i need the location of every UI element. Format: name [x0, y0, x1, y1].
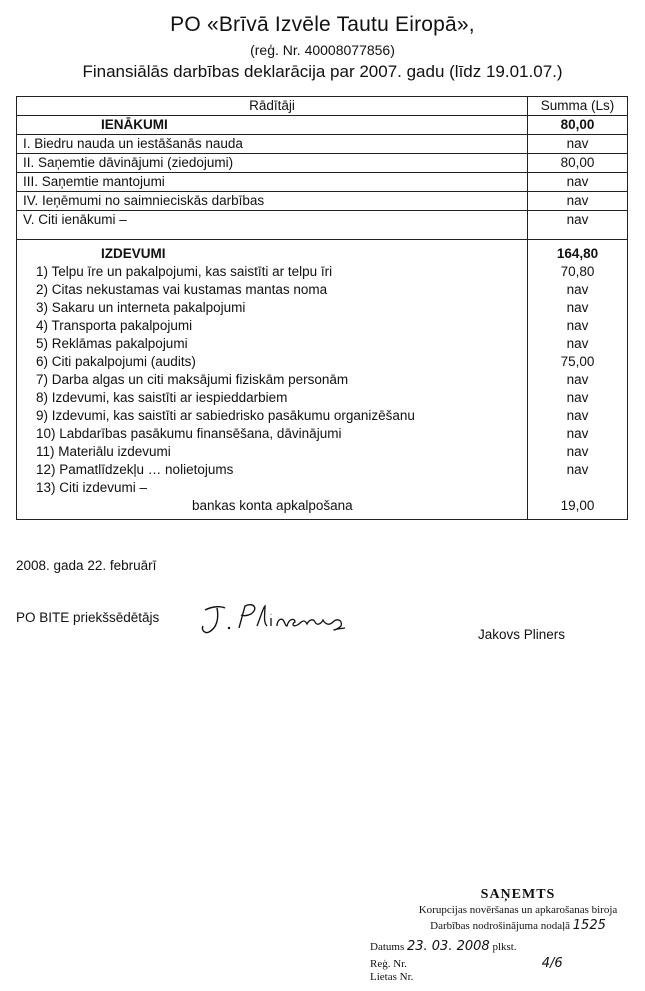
table-row [17, 281, 627, 299]
row-value: 70,80 [560, 264, 595, 279]
row-label: 10) Labdarības pasākumu finansēšana, dāvinājumi [36, 426, 342, 441]
other-expenses-sub-value: 19,00 [560, 498, 595, 513]
table-row [17, 425, 627, 443]
row-label: IV. Ieņēmumi no saimnieciskās darbības [23, 193, 265, 208]
row-label: I. Biedru nauda un iestāšanās nauda [23, 136, 243, 151]
row-value: nav [566, 336, 589, 351]
stamp-reg-value: 4/6 [541, 956, 563, 971]
row-value: nav [566, 318, 589, 333]
table-row [17, 461, 627, 479]
row-value: nav [566, 282, 589, 297]
table-row [17, 263, 627, 281]
document-title: PO «Brīvā Izvēle Tautu Eiropā», [170, 13, 475, 36]
row-value: 80,00 [560, 155, 595, 170]
row-value: 75,00 [560, 354, 595, 369]
table-row [17, 389, 627, 407]
table-row [17, 299, 627, 317]
stamp-date-value: 23. 03. 2008 [406, 939, 490, 954]
document-date: 2008. gada 22. februārī [16, 558, 157, 573]
stamp-reg-label: Reģ. Nr. [370, 958, 407, 970]
row-value: nav [566, 136, 589, 151]
table-row [17, 154, 627, 173]
table-row [17, 317, 627, 335]
row-value: nav [566, 408, 589, 423]
other-expenses-sub-label: bankas konta apkalpošana [192, 498, 353, 513]
table-row [17, 192, 627, 211]
row-label: 4) Transporta pakalpojumi [36, 318, 193, 333]
stamp-case-line [370, 971, 413, 983]
row-label: 11) Materiālu izdevumi [36, 444, 171, 459]
income-total: 80,00 [560, 117, 595, 132]
row-value: nav [566, 390, 589, 405]
row-label: V. Citi ienākumi – [23, 212, 127, 227]
stamp-department: Darbības nodrošinājuma nodaļā [430, 920, 571, 932]
signatory-name: Jakovs Pliners [478, 627, 566, 642]
row-value: nav [566, 462, 589, 477]
row-value: nav [566, 174, 589, 189]
stamp-date-label: Datums [370, 941, 405, 953]
stamp-title: SAŅEMTS [480, 887, 556, 902]
table-row [17, 371, 627, 389]
row-value: nav [566, 300, 589, 315]
table-row [17, 407, 627, 425]
registration-number: (reģ. Nr. 40008077856) [250, 42, 395, 58]
row-value: nav [566, 372, 589, 387]
income-total-row [17, 116, 627, 135]
column-header-label: Rādītāji [249, 98, 295, 113]
row-value: nav [566, 193, 589, 208]
table-row [17, 335, 627, 353]
stamp-org-line2 [398, 918, 638, 933]
stamp-time-label: plkst. [492, 941, 517, 953]
stamp-org-line1: Korupcijas novēršanas un apkarošanas biroja [418, 904, 618, 916]
expenses-title: IZDEVUMI [101, 246, 166, 261]
row-label: III. Saņemtie mantojumi [23, 174, 165, 189]
income-title: IENĀKUMI [101, 117, 168, 132]
table-row [17, 353, 627, 371]
stamp-date-line [370, 939, 517, 954]
row-value: nav [566, 426, 589, 441]
chair-label: PO BITE priekšsēdētājs [16, 610, 160, 625]
row-value: nav [566, 444, 589, 459]
row-label: 12) Pamatlīdzekļu … nolietojums [36, 462, 234, 477]
row-label: 6) Citi pakalpojumi (audits) [36, 354, 196, 369]
table-row [17, 173, 627, 192]
document-subtitle: Finansiālās darbības deklarācija par 2007. gadu (līdz 19.01.07.) [82, 62, 563, 81]
row-value: nav [566, 212, 589, 227]
row-label: 2) Citas nekustamas vai kustamas mantas noma [36, 282, 328, 297]
stamp-reg-line [370, 956, 563, 971]
received-stamp [370, 887, 638, 987]
row-label: II. Saņemtie dāvinājumi (ziedojumi) [23, 155, 234, 170]
row-label: 8) Izdevumi, kas saistīti ar iespieddarbiem [36, 390, 288, 405]
other-expenses-label: 13) Citi izdevumi – [36, 480, 148, 495]
table-header-row [17, 97, 627, 116]
row-label: 9) Izdevumi, kas saistīti ar sabiedrisko pasākumu organizēšanu [36, 408, 415, 423]
expenses-total: 164,80 [556, 246, 599, 261]
column-header-sum: Summa (Ls) [540, 98, 615, 113]
table-row [17, 135, 627, 154]
table-row [17, 497, 627, 515]
stamp-department-number: 1525 [572, 918, 606, 933]
declaration-table [16, 96, 628, 520]
signature-image [195, 598, 365, 638]
expenses-total-row [17, 245, 627, 263]
table-row [17, 443, 627, 461]
row-label: 5) Reklāmas pakalpojumi [36, 336, 188, 351]
row-label: 7) Darba algas un citi maksājumi fiziskām personām [36, 372, 349, 387]
table-row [17, 479, 627, 497]
row-label: 1) Telpu īre un pakalpojumi, kas saistīti ar telpu īri [36, 264, 333, 279]
row-label: 3) Sakaru un interneta pakalpojumi [36, 300, 246, 315]
table-row [17, 211, 627, 240]
stamp-case-label: Lietas Nr. [370, 971, 414, 983]
